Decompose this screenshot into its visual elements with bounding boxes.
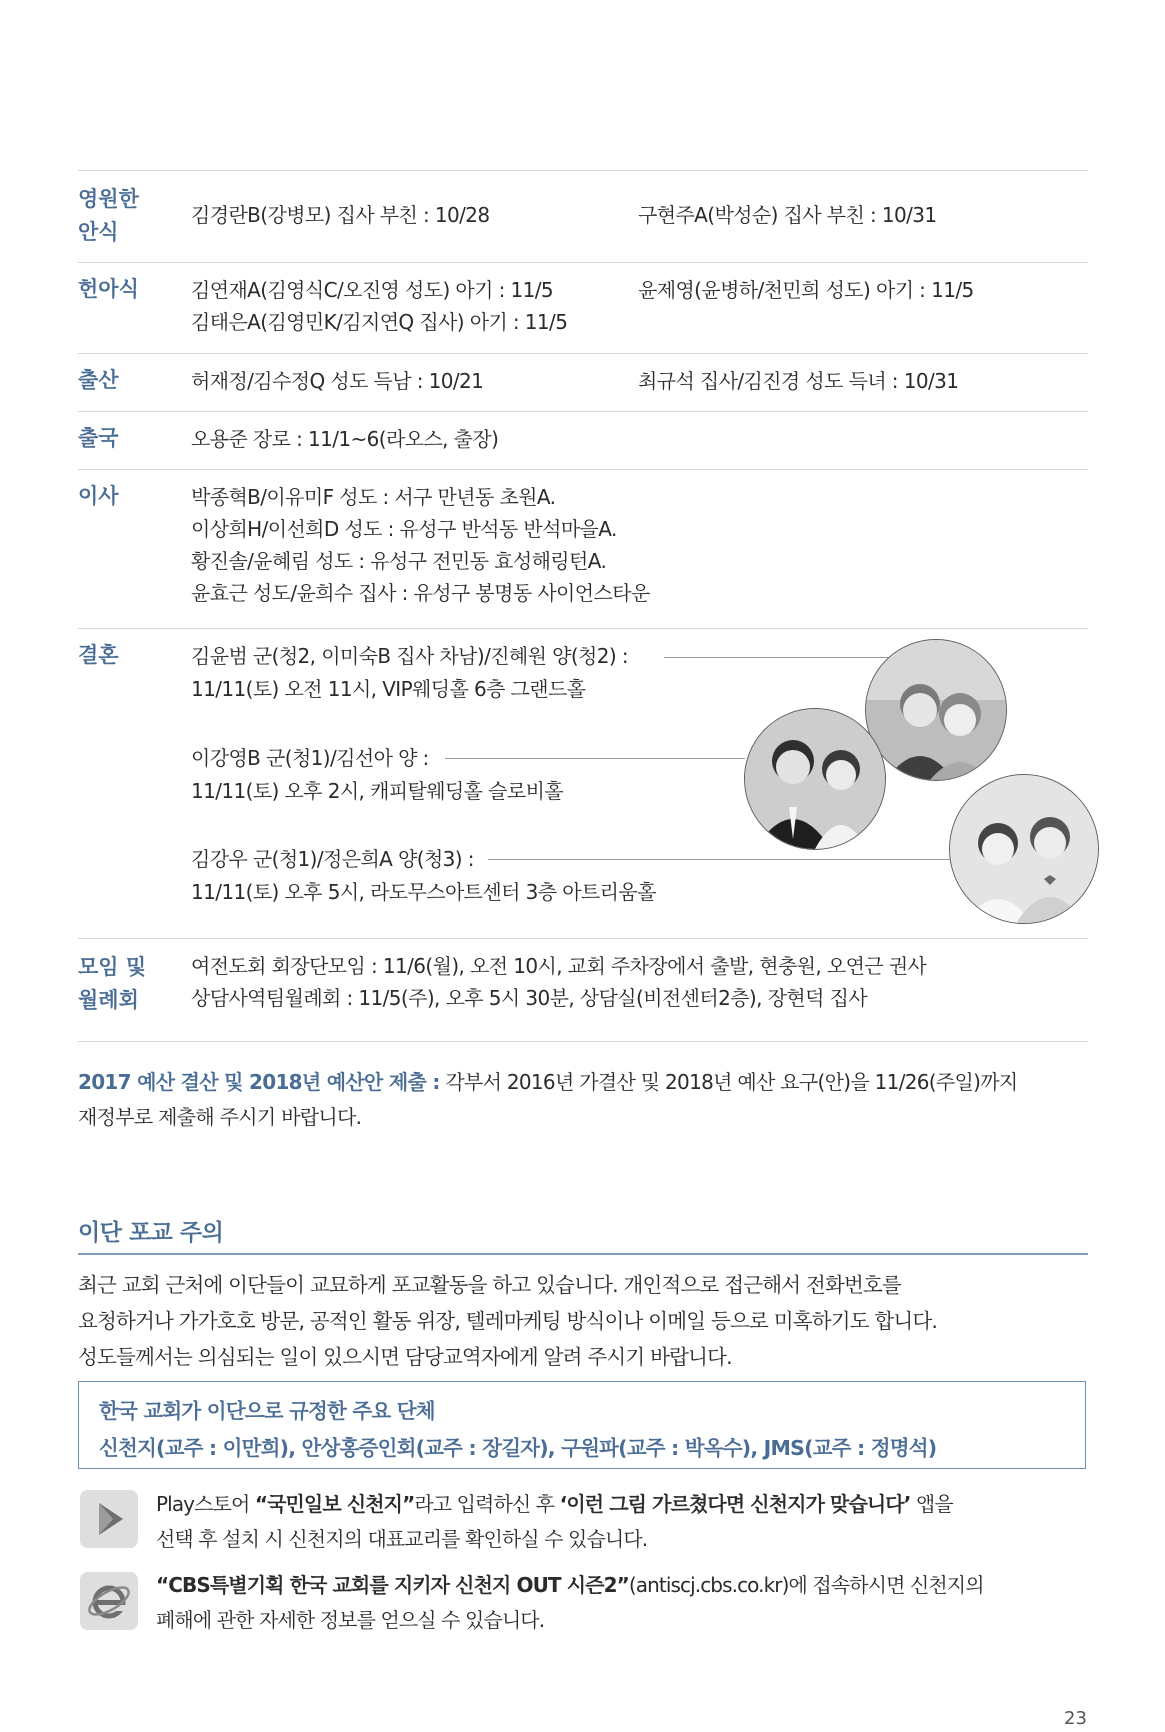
couple-photo [744, 708, 886, 850]
page-number: 23 [1064, 1708, 1087, 1729]
moving-item: 윤효근 성도/윤희수 집사 : 유성구 봉명동 사이언스타운 [191, 581, 650, 605]
wedding-item: 김강우 군(청1)/정은희A 양(청3) : 11/11(토) 오후 5시, 라도무스아트센터 3층 아트리움홀 [191, 847, 656, 904]
cbs-web-note: “CBS특별기획 한국 교회를 지키자 신천지 OUT 시즌2”(antiscj.cbs.co.kr)에 접속하시면 신천지의 폐해에 관한 자세한 정보를 얻으실 수 있습니다. [156, 1573, 984, 1632]
heresy-warning-body: 최근 교회 근처에 이단들이 교묘하게 포교활동을 하고 있습니다. 개인적으로 접근해서 전화번호를 요청하거나 가가호호 방문, 공적인 활동 위장, 텔레마케팅 방식이나 이메일 등으로 미혹하기도 합니다. 성도들께서는 의심되는 일이 있으시면 담당교역자에게 알려 주시기 바랍니다. [78, 1273, 938, 1369]
wedding-item: 김윤범 군(청2, 이미숙B 집사 차남)/진혜원 양(청2) : 11/11(토) 오전 11시, VIP웨딩홀 6층 그랜드홀 [191, 644, 628, 701]
heresy-groups-list: 신천지(교주 : 이만희), 안상홍증인회(교주 : 장길자), 구원파(교주 : 박옥수), JMS(교주 : 정명석) [99, 1436, 937, 1460]
heresy-groups-box [78, 1381, 1086, 1469]
label-dedication: 헌아식 [78, 277, 139, 301]
label-moving: 이사 [78, 484, 119, 508]
condolence-item: 구현주A(박성순) 집사 부친 : 10/31 [638, 203, 937, 227]
row-birth [78, 354, 1088, 412]
row-wedding [78, 629, 1088, 939]
wedding-item: 이강영B 군(청1)/김선아 양 : 11/11(토) 오후 2시, 캐피탈웨딩홀 슬로비홀 [191, 746, 564, 803]
meeting-item: 상담사역팀월례회 : 11/5(주), 오후 5시 30분, 상담실(비전센터2층), 장현덕 집사 [191, 986, 868, 1010]
budget-notice [78, 1065, 1088, 1135]
birth-item: 허재정/김수정Q 성도 득남 : 10/21 [191, 369, 484, 393]
budget-highlight: 2017 예산 결산 및 2018년 예산안 제출 : [78, 1070, 440, 1094]
play-store-icon [80, 1490, 138, 1548]
play-store-note: Play스토어 “국민일보 신천지”라고 입력하신 후 ‘이런 그림 가르쳤다면 신천지가 맞습니다’ 앱을 선택 후 설치 시 신천지의 대표교리를 확인하실 수 있습니다. [156, 1492, 953, 1551]
label-departure: 출국 [78, 426, 119, 450]
label-birth: 출산 [78, 368, 119, 392]
condolence-item: 김경란B(강병모) 집사 부친 : 10/28 [191, 203, 490, 227]
heresy-groups-title: 한국 교회가 이단으로 규정한 주요 단체 [99, 1399, 435, 1423]
row-meeting [78, 939, 1088, 1042]
couple-photo [949, 774, 1099, 924]
couple-photo [865, 639, 1007, 781]
dedication-item: 김연재A(김영식C/오진영 성도) 아기 : 11/5 [191, 278, 554, 302]
moving-item: 이상희H/이선희D 성도 : 유성구 반석동 반석마을A. [191, 517, 617, 541]
label-condolence: 영원한 안식 [78, 187, 139, 244]
label-meeting: 모임 및 월례회 [78, 955, 147, 1012]
row-dedication [78, 263, 1088, 354]
row-condolence [78, 171, 1088, 263]
couple-photo-image [950, 775, 1098, 923]
leader-line [445, 758, 745, 759]
internet-explorer-icon [80, 1572, 138, 1630]
divider [78, 1253, 1088, 1255]
moving-item: 황진솔/윤혜림 성도 : 유성구 전민동 효성해링턴A. [191, 549, 607, 573]
dedication-item: 김태은A(김영민K/김지연Q 집사) 아기 : 11/5 [191, 310, 568, 334]
heresy-warning-title: 이단 포교 주의 [78, 1220, 224, 1246]
label-wedding: 결혼 [78, 643, 119, 667]
budget-text: 재정부로 제출해 주시기 바랍니다. [78, 1105, 362, 1129]
departure-item: 오용준 장로 : 11/1~6(라오스, 출장) [191, 427, 499, 451]
moving-item: 박종혁B/이유미F 성도 : 서구 만년동 초원A. [191, 485, 556, 509]
budget-text: 각부서 2016년 가결산 및 2018년 예산 요구(안)을 11/26(주일)까지 [439, 1070, 1018, 1094]
couple-photo-image [866, 640, 1006, 780]
couple-photo-image [745, 709, 885, 849]
row-departure [78, 412, 1088, 470]
dedication-item: 윤제영(윤병하/천민희 성도) 아기 : 11/5 [638, 278, 974, 302]
birth-item: 최규석 집사/김진경 성도 득녀 : 10/31 [638, 369, 959, 393]
leader-line [488, 859, 1030, 860]
announcement-table [78, 170, 1088, 1042]
row-moving [78, 470, 1088, 629]
meeting-item: 여전도회 회장단모임 : 11/6(월), 오전 10시, 교회 주차장에서 출발, 현충원, 오연근 권사 [191, 954, 927, 978]
